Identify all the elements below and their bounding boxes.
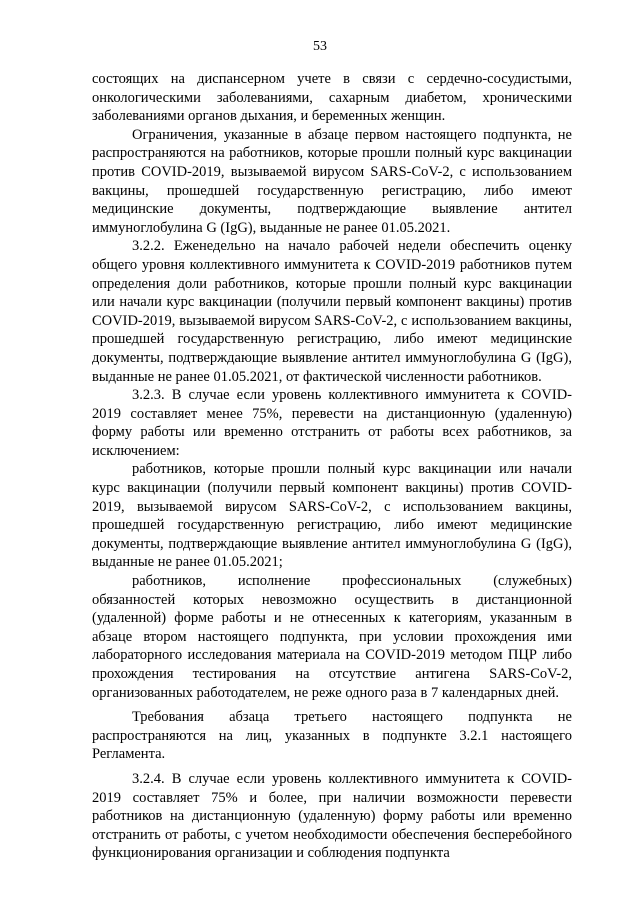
paragraph-restrictions: Ограничения, указанные в абзаце первом настоящего подпункта, не распространяются на работников, которые прошли полный курс вакцинации против COVID-2019, вызываемой вирусом SARS-CoV-2, с использованием вакцины, прошедшей государственную регистрацию, либо имеют медицинские документы, подтверждающие выявление антител иммуноглобулина G (IgG), выданные не ранее 01.05.2021. <box>92 126 572 236</box>
document-body <box>92 70 572 863</box>
paragraph-continuation: состоящих на диспансерном учете в связи с сердечно-сосудистыми, онкологическими заболеваниями, сахарным диабетом, хроническими заболеваниями органов дыхания, и беременных женщин. <box>92 71 572 125</box>
paragraph-3-2-4: 3.2.4. В случае если уровень коллективного иммунитета к COVID-2019 составляет 75% и более, при наличии возможности перевести работников на дистанционную (удаленную) форму работы или временно отстранить от работы, с учетом необходимости обеспечения бесперебойного функционирования организации и соблюдения подпункта <box>92 770 572 862</box>
paragraph-requirements: Требования абзаца третьего настоящего подпункта не распространяются на лиц, указанных в подпункте 3.2.1 настоящего Регламента. <box>92 709 572 763</box>
paragraph-3-2-2: 3.2.2. Еженедельно на начало рабочей недели обеспечить оценку общего уровня коллективного иммунитета к COVID-2019 работников путем определения доли работников, которые прошли полный курс вакцинации или начали курс вакцинации (получили первый компонент вакцины) против COVID-2019, вызываемой вирусом SARS-CoV-2, с использованием вакцины, прошедшей государственную регистрацию, либо имеют медицинские документы, подтверждающие выявление антител иммуноглобулина G (IgG), выданные не ранее 01.05.2021, от фактической численности работников. <box>92 238 572 385</box>
page-number: 53 <box>313 39 327 54</box>
paragraph-exception-vaccinated: работников, которые прошли полный курс вакцинации или начали курс вакцинации (получили первый компонент вакцины) против COVID-2019, вызываемой вирусом SARS-CoV-2, с использованием вакцины, прошедшей государственную регистрацию, либо имеют медицинские документы, подтверждающие выявление антител иммуноглобулина G (IgG), выданные не ранее 01.05.2021; <box>92 461 572 571</box>
paragraph-3-2-3: 3.2.3. В случае если уровень коллективного иммунитета к COVID-2019 составляет менее 75%, перевести на дистанционную (удаленную) форму работы или временно отстранить от работы всех работников, за исключением: <box>92 387 572 459</box>
paragraph-exception-onsite: работников, исполнение профессиональных (служебных) обязанностей которых невозможно осуществить в дистанционной (удаленной) форме работы и не отнесенных к категориям, указанным в абзаце втором настоящего подпункта, при условии прохождения ими лабораторного исследования материала на COVID-2019 методом ПЦР либо прохождения тестирования на отсутствие антигена SARS-CoV-2, организованных работодателем, не реже одного раза в 7 календарных дней. <box>92 573 572 701</box>
